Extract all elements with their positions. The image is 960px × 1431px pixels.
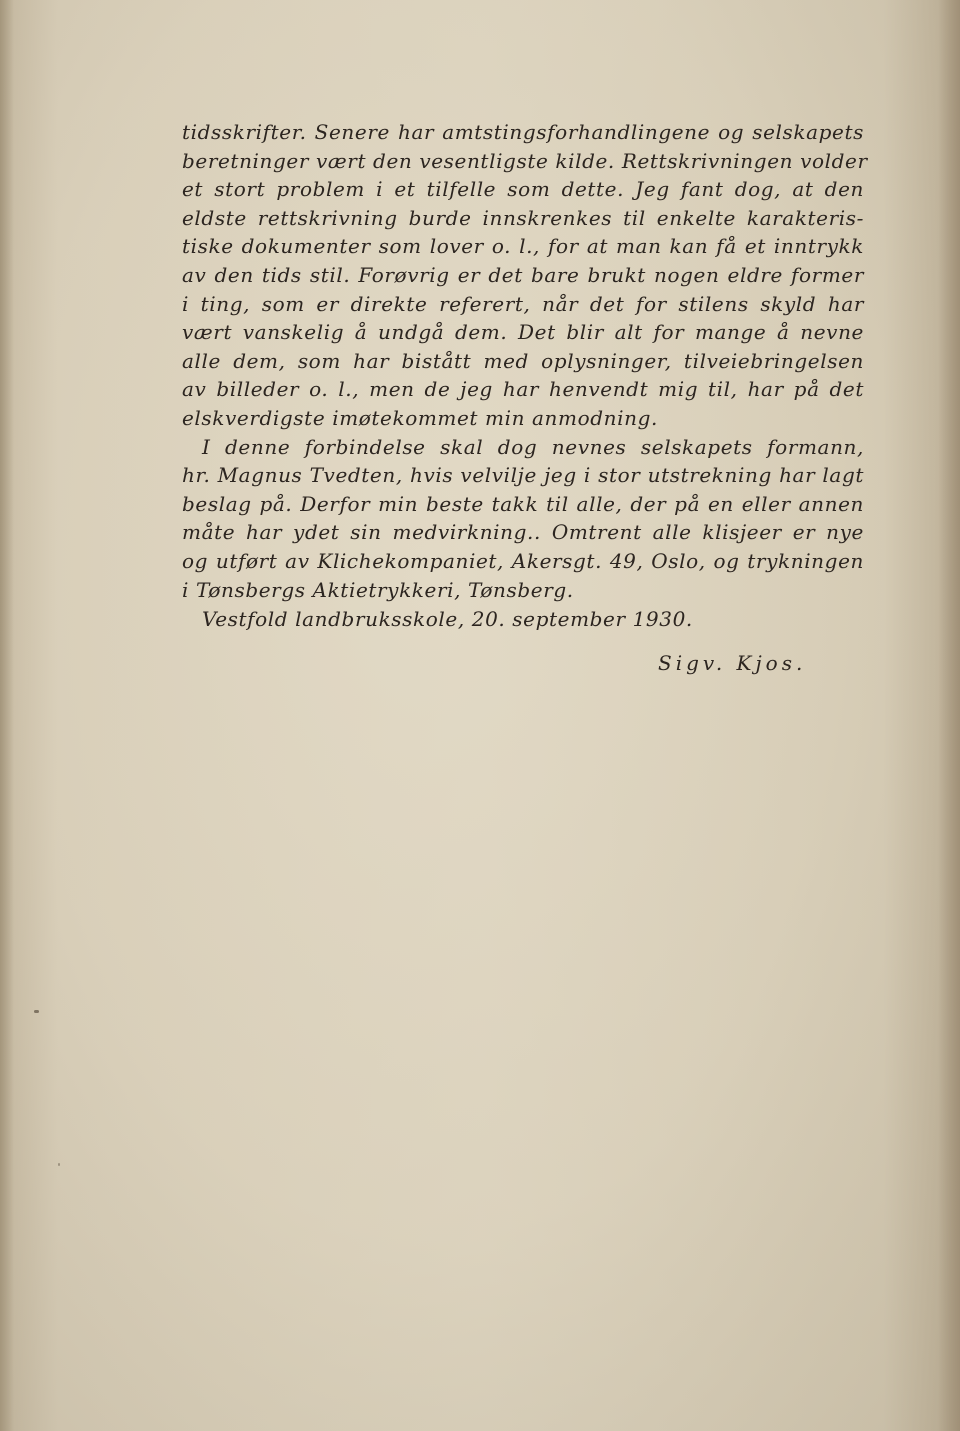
text-line: eldste rettskrivning burde innskrenkes til enkelte karakteris-: [182, 205, 864, 230]
text-line: i Tønsbergs Aktietrykkeri, Tønsberg.: [182, 577, 574, 602]
text-line: av den tids stil. Forøvrig er det bare brukt nogen eldre former: [182, 262, 864, 287]
text-line: beslag på. Derfor min beste takk til alle, der på en eller annen: [182, 491, 864, 516]
text-line: alle dem, som har bistått med oplysninger, tilveiebringelsen: [182, 348, 864, 373]
paragraph-2: [182, 433, 864, 605]
paper-speck: [58, 1163, 60, 1166]
text-line: måte har ydet sin medvirkning.. Omtrent alle klisjeer er nye: [182, 520, 864, 545]
text-line: I denne forbindelse skal dog nevnes selskapets formann,: [202, 434, 864, 459]
page-edge-shadow-right: [938, 0, 960, 1431]
text-line: hr. Magnus Tvedten, hvis velvilje jeg i stor utstrekning har lagt: [182, 463, 864, 488]
text-line: tiske dokumenter som lover o. l., for at man kan få et inntrykk: [182, 234, 864, 259]
paper-speck: [34, 1010, 39, 1013]
text-line: og utført av Klichekompaniet, Akersgt. 49, Oslo, og trykningen: [182, 548, 864, 573]
body-text: [182, 118, 868, 604]
author-signature: Sigv. Kjos.: [658, 651, 807, 675]
text-line: i ting, som er direkte referert, når det for stilens skyld har: [182, 291, 864, 316]
text-line: beretninger vært den vesentligste kilde. Rettskrivningen volder: [182, 148, 868, 173]
text-line: et stort problem i et tilfelle som dette. Jeg fant dog, at den: [182, 177, 864, 202]
text-line: vært vanskelig å undgå dem. Det blir alt for mange å nevne: [182, 320, 864, 345]
page-edge-shadow-left: [0, 0, 14, 1431]
paragraph-1: [182, 118, 868, 433]
text-line: tidsskrifter. Senere har amtstingsforhandlingene og selskapets: [182, 120, 864, 144]
place-and-date: Vestfold landbruksskole, 20. september 1930.: [202, 607, 693, 631]
text-line: elskverdigste imøtekommet min anmodning.: [182, 405, 658, 430]
text-line: av billeder o. l., men de jeg har henvendt mig til, har på det: [182, 377, 864, 402]
